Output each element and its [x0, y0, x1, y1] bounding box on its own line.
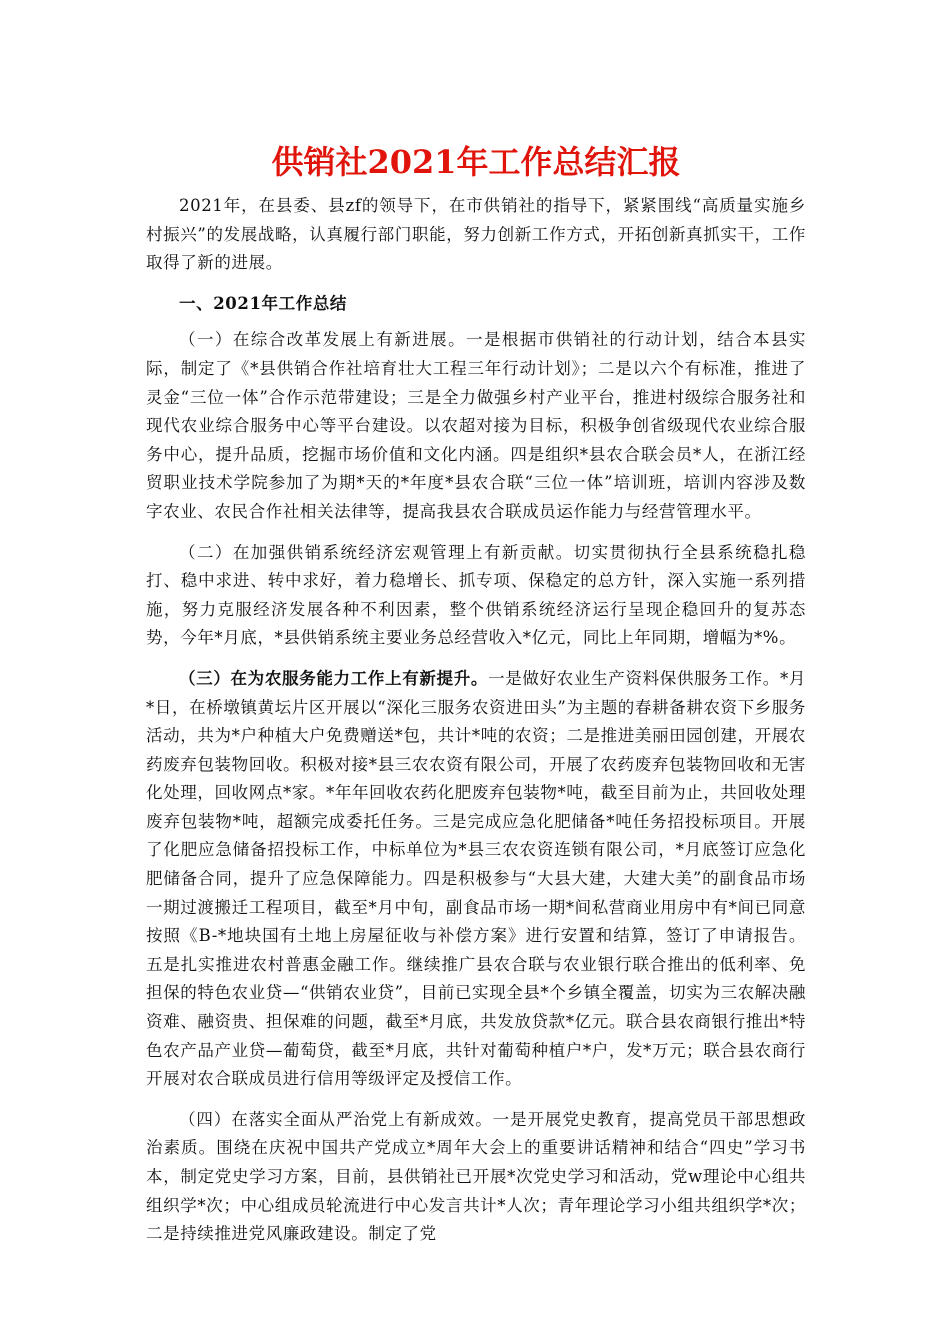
section-heading: 一、2021年工作总结 — [179, 293, 348, 313]
paragraph-3-body: 一是做好农业生产资料保供服务工作。*月*日，在桥墩镇黄坛片区开展以“深化三服务农资进田头”为主题的春耕备耕农资下乡服务活动，共为*户种植大户免费赠送*包，共计*吨的农资；二是推进美丽田园创建，开展农药废弃包装物回收。积极对接*县三农农资有限公司，开展了农药废弃包装物回收和无害化处理，回收网点*家。*年年回收农药化肥废弃包装物*吨，截至目前为止，共回收处理废弃包装物*吨，超额完成委托任务。三是完成应急化肥储备*吨任务招投标项目。开展了化肥应急储备招投标工作，中标单位为*县三农农资连锁有限公司，*月底签订应急化肥储备合同，提升了应急保障能力。四是积极参与“大县大建，大建大美”的副食品市场一期过渡搬迁工程项目，截至*月中旬，副食品市场一期*间私营商业用房中有*间已同意按照《B-*地块国有土地上房屋征收与补偿方案》进行安置和结算，签订了申请报告。五是扎实推进农村普惠金融工作。继续推广县农合联与农业银行联合推出的低利率、免担保的特色农业贷—“供销农业贷”，目前已实现全县*个乡镇全覆盖，切实为三农解决融资难、融资贵、担保难的问题，截至*月底，共发放贷款*亿元。联合县农商银行推出*特色农产品产业贷—葡萄贷，截至*月底，共针对葡萄种植户*户，发*万元；联合县农商行开展对农合联成员进行信用等级评定及授信工作。 — [146, 668, 806, 1089]
paragraph-1: （一）在综合改革发展上有新进展。一是根据市供销社的行动计划，结合本县实际，制定了《*县供销合作社培育壮大工程三年行动计划》；二是以六个有标准，推进了灵金“三位一体”合作示范带建设；三是全力做强乡村产业平台，推进村级综合服务社和现代农业综合服务中心等平台建设。以农超对接为目标，积极争创省级现代农业综合服务中心，提升品质，挖掘市场价值和文化内涵。四是组织*县农合联会员*人，在浙江经贸职业技术学院参加了为期*天的*年度*县农合联“三位一体”培训班，培训内容涉及数字农业、农民合作社相关法律等，提高我县农合联成员运作能力与经营管理水平。 — [146, 330, 806, 521]
paragraph-3-lead: （三）在为农服务能力工作上有新提升。 — [179, 668, 489, 688]
paragraph-4: （四）在落实全面从严治党上有新成效。一是开展党史教育，提高党员干部思想政治素质。围绕在庆祝中国共产党成立*周年大会上的重要讲话精神和结合“四史”学习书本，制定党史学习方案，目前，县供销社已开展*次党史学习和活动，党w理论中心组共组织学*次；中心组成员轮流进行中心发言共计*人次；青年理论学习小组共组织学*次；二是持续推进党风廉政建设。制定了党 — [146, 1109, 806, 1244]
document-page — [146, 138, 806, 1261]
document-title: 供销社2021年工作总结汇报 — [271, 143, 681, 181]
intro-paragraph: 2021年，在县委、县zf的领导下，在市供销社的指导下，紧紧围线“高质量实施乡村振兴”的发展战略，认真履行部门职能，努力创新工作方式，开拓创新真抓实干，工作取得了新的进展。 — [146, 196, 806, 273]
paragraph-3 — [146, 665, 806, 1094]
paragraph-2: （二）在加强供销系统经济宏观管理上有新贡献。切实贯彻执行全县系统稳扎稳打、稳中求进、转中求好，着力稳增长、抓专项、保稳定的总方针，深入实施一系列措施，努力克服经济发展各种不利因素，整个供销系统经济运行呈现企稳回升的复苏态势，今年*月底，*县供销系统主要业务总经营收入*亿元，同比上年同期，增幅为*%。 — [146, 542, 806, 648]
